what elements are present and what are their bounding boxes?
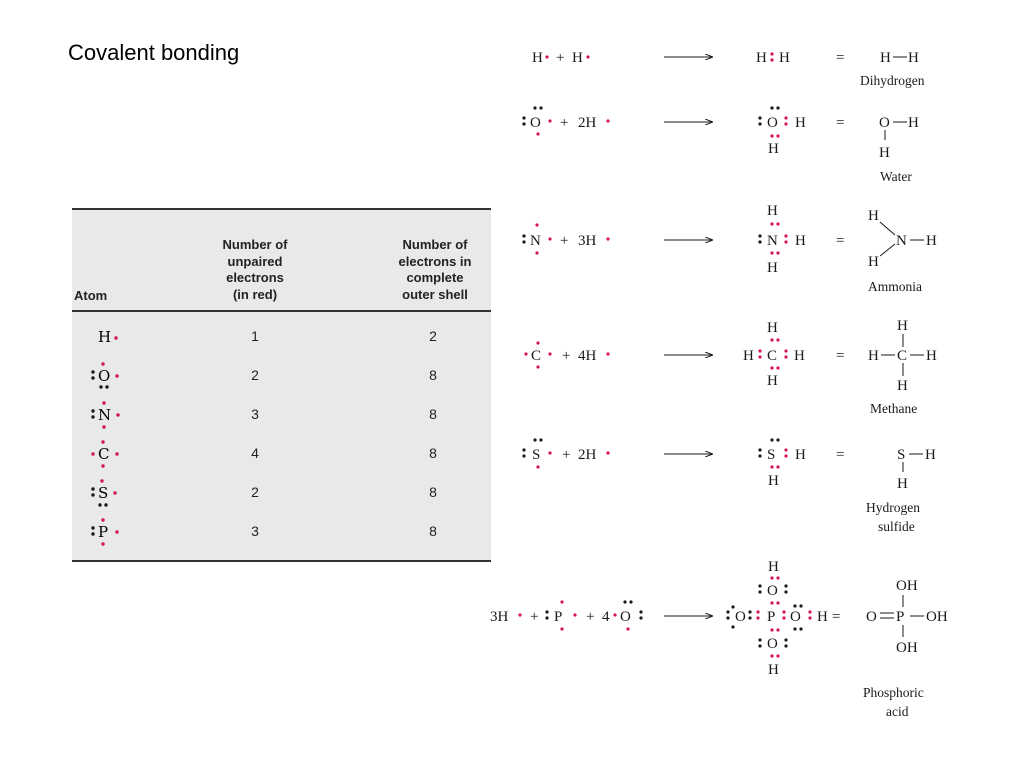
svg-text:O: O [790,609,801,625]
svg-text:H: H [767,260,778,276]
electron-count: 8 [429,445,437,461]
svg-text:H: H [868,254,879,270]
svg-text:OH: OH [926,609,948,625]
svg-text:S: S [98,484,109,502]
svg-text:4: 4 [602,609,610,625]
svg-text:O: O [767,583,778,599]
svg-text:+: + [560,233,569,249]
svg-text:S: S [532,447,541,463]
table-row [72,316,491,355]
table-row [72,394,491,433]
dihydrogen-label: Dihydrogen [860,73,925,88]
svg-text:O: O [530,115,541,131]
unpaired-count: 2 [251,484,259,500]
reaction-water [522,106,919,184]
svg-text:N: N [530,233,541,249]
svg-text:H: H [897,476,908,492]
svg-text:H: H [897,318,908,334]
svg-text:C: C [897,348,908,364]
svg-text:O: O [620,609,631,625]
reaction-dihydrogen [532,50,925,88]
svg-text:N: N [767,233,778,249]
svg-text:OH: OH [896,640,918,656]
svg-text:H: H [868,348,879,364]
table-row [72,355,491,394]
svg-text:H: H [767,373,778,389]
svg-text:+: + [562,447,571,463]
svg-text:2H: 2H [578,115,597,131]
atom-o-lewis [86,355,146,394]
svg-text:=: = [836,50,845,66]
electron-table [72,208,491,562]
svg-text:P: P [767,609,776,625]
svg-text:H: H [795,115,806,131]
hydrogen-sulfide-label-line2: sulfide [878,519,915,534]
svg-text:P: P [98,523,109,541]
ammonia-label: Ammonia [868,279,922,294]
svg-text:H: H [908,50,919,66]
svg-text:+: + [556,50,565,66]
table-row [72,472,491,511]
svg-text:H: H [767,320,778,336]
svg-text:H: H [756,50,767,66]
svg-text:H: H [768,559,779,575]
reaction-hydrogen-sulfide [522,438,936,534]
svg-text:H: H [926,348,937,364]
svg-text:=: = [836,447,845,463]
reaction-phosphoric-acid [490,559,948,719]
svg-text:H: H [925,447,936,463]
svg-text:H: H [794,348,805,364]
table-row [72,511,491,550]
reactions-diagram [480,30,1000,750]
header-unpaired: Number of unpaired electrons (in red) [222,237,288,302]
svg-text:H: H [767,203,778,219]
atom-p-lewis [86,511,146,550]
unpaired-count: 3 [251,523,259,539]
svg-text:H: H [795,233,806,249]
slide-title: Covalent bonding [68,40,240,65]
svg-text:=: = [832,609,841,625]
svg-text:2H: 2H [578,447,597,463]
svg-text:O: O [866,609,877,625]
svg-text:=: = [836,348,845,364]
svg-text:3H: 3H [578,233,597,249]
svg-text:H: H [98,328,112,346]
svg-text:C: C [98,445,110,463]
unpaired-count: 1 [251,328,259,344]
svg-text:H: H [868,208,879,224]
atom-h-lewis [86,316,146,355]
atom-n-lewis [86,394,146,433]
svg-text:H: H [768,662,779,678]
methane-label: Methane [870,401,918,416]
electron-count: 8 [429,367,437,383]
water-label: Water [880,169,912,184]
svg-text:H: H [572,50,583,66]
header-electrons: Number of electrons in complete outer shell [398,237,472,302]
svg-text:H: H [768,141,779,157]
unpaired-count: 4 [251,445,259,461]
svg-text:H: H [743,348,754,364]
svg-text:P: P [554,609,563,625]
svg-text:4H: 4H [578,348,597,364]
svg-text:O: O [735,609,746,625]
svg-text:C: C [767,348,778,364]
svg-text:O: O [879,115,890,131]
svg-text:=: = [836,115,845,131]
svg-text:+: + [530,609,539,625]
svg-text:+: + [560,115,569,131]
svg-text:C: C [531,348,542,364]
svg-text:P: P [896,609,905,625]
electron-count: 8 [429,406,437,422]
svg-text:O: O [767,636,778,652]
svg-text:S: S [767,447,776,463]
electron-count: 2 [429,328,437,344]
svg-text:H: H [768,473,779,489]
svg-text:O: O [98,367,111,385]
svg-text:H: H [795,447,806,463]
svg-text:H: H [879,145,890,161]
svg-text:H: H [926,233,937,249]
svg-text:H: H [779,50,790,66]
svg-text:+: + [562,348,571,364]
svg-text:H: H [908,115,919,131]
svg-text:H: H [880,50,891,66]
electron-count: 8 [429,523,437,539]
svg-text:N: N [98,406,112,424]
svg-text:+: + [586,609,595,625]
table-row [72,433,491,472]
reaction-ammonia [522,203,937,294]
unpaired-count: 3 [251,406,259,422]
phosphoric-acid-label-line1: Phosphoric [863,685,924,700]
hydrogen-sulfide-label-line1: Hydrogen [866,500,920,515]
svg-text:=: = [836,233,845,249]
svg-text:N: N [896,233,907,249]
table-header [72,210,491,312]
svg-text:OH: OH [896,578,918,594]
svg-text:S: S [897,447,906,463]
electron-count: 8 [429,484,437,500]
svg-text:O: O [767,115,778,131]
svg-text:H: H [532,50,543,66]
phosphoric-acid-label-line2: acid [886,704,909,719]
svg-text:H: H [897,378,908,394]
svg-text:3H: 3H [490,609,509,625]
svg-text:H: H [817,609,828,625]
atom-c-lewis [86,433,146,472]
atom-s-lewis [86,472,146,511]
header-atom: Atom [74,287,108,303]
unpaired-count: 2 [251,367,259,383]
reaction-methane [524,318,937,416]
